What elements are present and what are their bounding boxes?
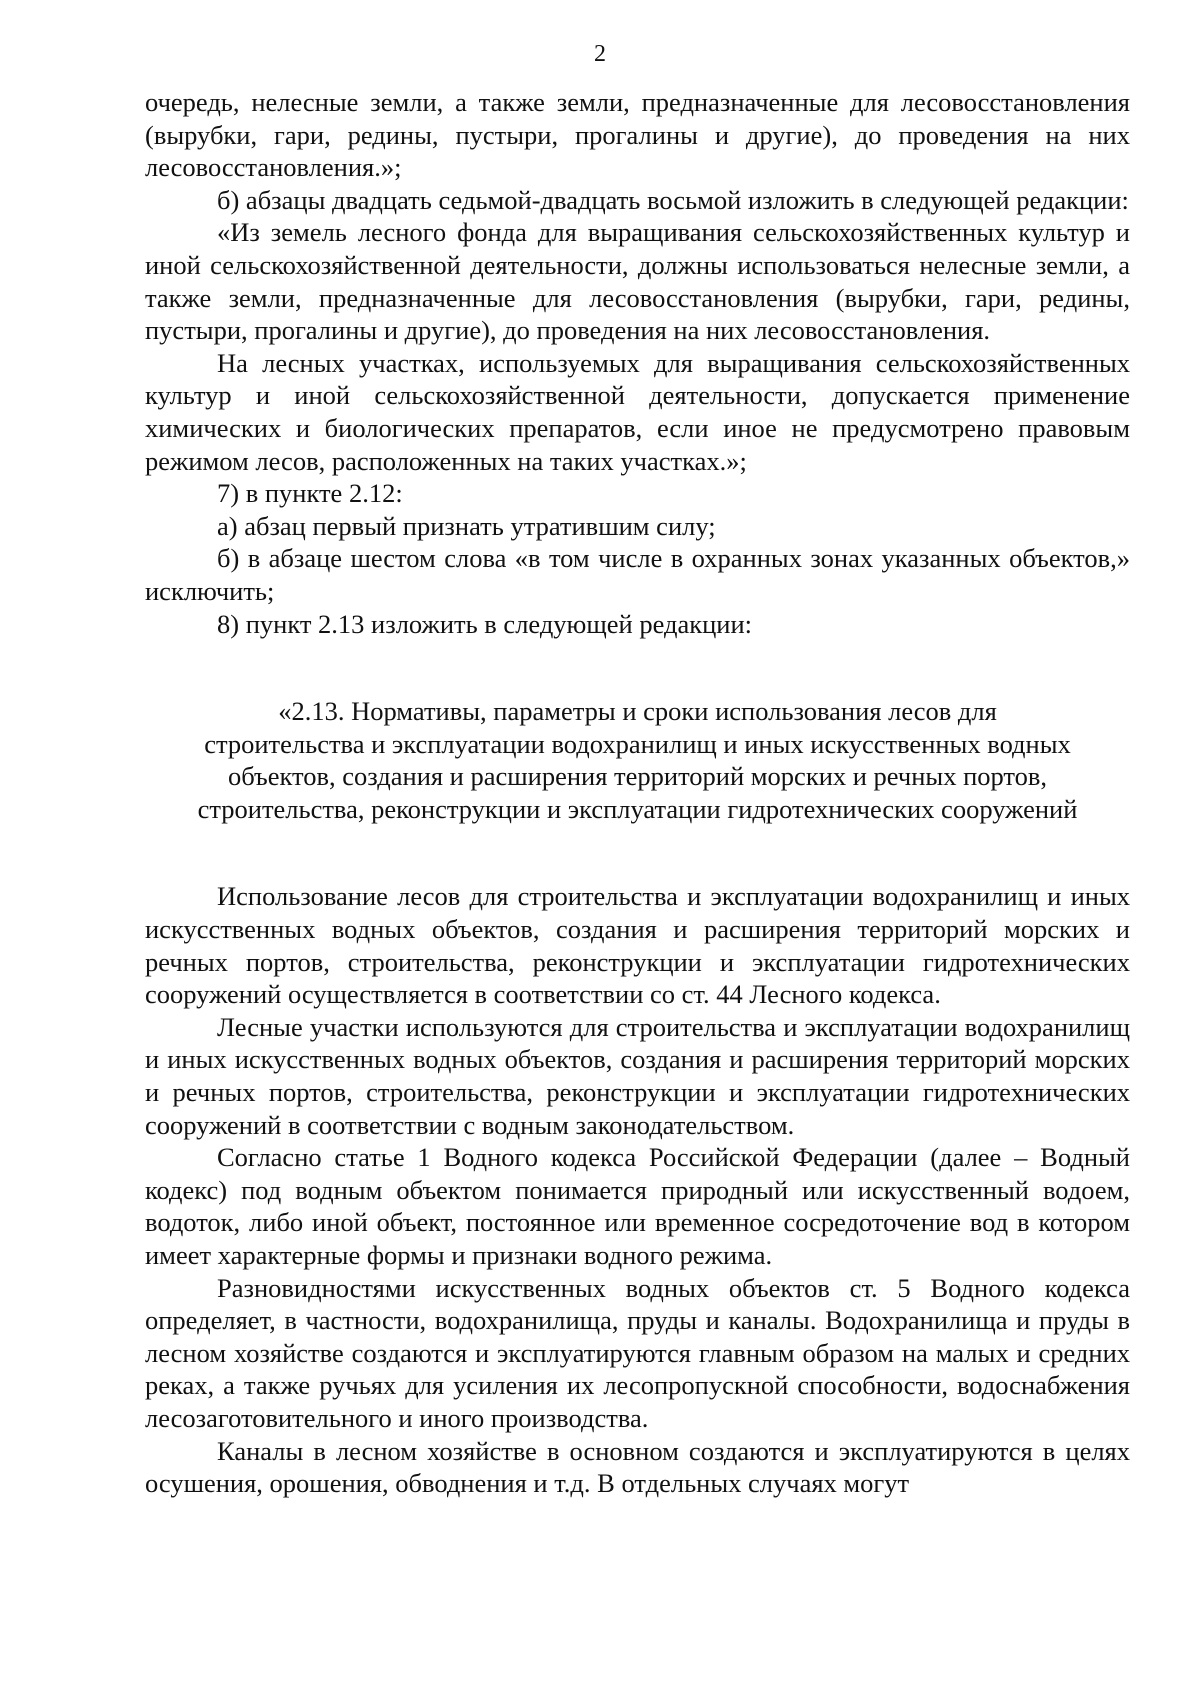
section-heading-2-13: [145, 695, 1130, 825]
paragraph-item-7a: а) абзац первый признать утратившим силу;: [217, 510, 716, 541]
paragraph-amendment-b: б) абзацы двадцать седьмой-двадцать восьмой изложить в следующей редакции:: [217, 184, 1129, 215]
paragraph-item-8: 8) пункт 2.13 изложить в следующей редакции:: [217, 608, 753, 639]
paragraph-quoted-land-use: «Из земель лесного фонда для выращивания сельскохозяйственных культур и иной сельскохозяйственной деятельности, должны использоваться нелесные земли, а также земли, предназначенные для лесовосстановления (вырубки, гари, редины, пустыри, прогалины и другие), до проведения на них лесовосстановления.: [145, 217, 1130, 346]
paragraph-canals: Каналы в лесном хозяйстве в основном создаются и эксплуатируются в целях осушения, орошения, обводнения и т.д. В отдельных случаях могут: [145, 1435, 1130, 1499]
paragraph-forest-plots: Лесные участки используются для строительства и эксплуатации водохранилищ и иных искусственных водных объектов, создания и расширения территорий морских и речных портов, строительства, реконструкции и эксплуатации гидротехнических сооружений в соответствии с водным законодательством.: [145, 1011, 1130, 1140]
paragraph-water-code-article-1: Согласно статье 1 Водного кодекса Российской Федерации (далее – Водный кодекс) под водным объектом понимается природный или искусственный водоем, водоток, либо иной объект, постоянное или временное сосредоточение вод в котором имеет характерные формы и признаки водного режима.: [145, 1142, 1130, 1270]
paragraph-continuation: очередь, нелесные земли, а также земли, предназначенные для лесовосстановления (вырубки, гари, редины, пустыри, прогалины и другие), до проведения на них лесовосстановления.»;: [145, 87, 1130, 183]
paragraph-artificial-water-bodies: Разновидностями искусственных водных объектов ст. 5 Водного кодекса определяет, в частности, водохранилища, пруды и каналы. Водохранилища и пруды в лесном хозяйстве создаются и эксплуатируются главным образом на малых и средних реках, а также ручьях для усиления их лесопропускной способности, водоснабжения лесозаготовительного и иного производства.: [145, 1272, 1130, 1433]
heading-line: строительства, реконструкции и эксплуатации гидротехнических сооружений: [197, 793, 1078, 824]
paragraph-item-7b: б) в абзаце шестом слова «в том числе в охранных зонах указанных объектов,» исключить;: [145, 543, 1130, 606]
paragraph-chemical-preparations: На лесных участках, используемых для выращивания сельскохозяйственных культур и иной сельскохозяйственной деятельности, допускается применение химических и биологических препаратов, если иное не предусмотрено правовым режимом лесов, расположенных на таких участках.»;: [145, 347, 1130, 476]
heading-line: строительства и эксплуатации водохранилищ и иных искусственных водных: [204, 728, 1071, 759]
paragraph-forest-use: Использование лесов для строительства и эксплуатации водохранилищ и иных искусственных водных объектов, создания и расширения территорий морских и речных портов, строительства, реконструкции и эксплуатации гидротехнических сооружений осуществляется в соответствии со ст. 44 Лесного кодекса.: [145, 881, 1130, 1010]
document-body: [145, 86, 1130, 1500]
paragraph-item-7: 7) в пункте 2.12:: [217, 478, 403, 509]
heading-line: объектов, создания и расширения территорий морских и речных портов,: [227, 761, 1048, 792]
page-number: 2: [594, 41, 606, 67]
heading-line: «2.13. Нормативы, параметры и сроки использования лесов для: [278, 696, 997, 727]
